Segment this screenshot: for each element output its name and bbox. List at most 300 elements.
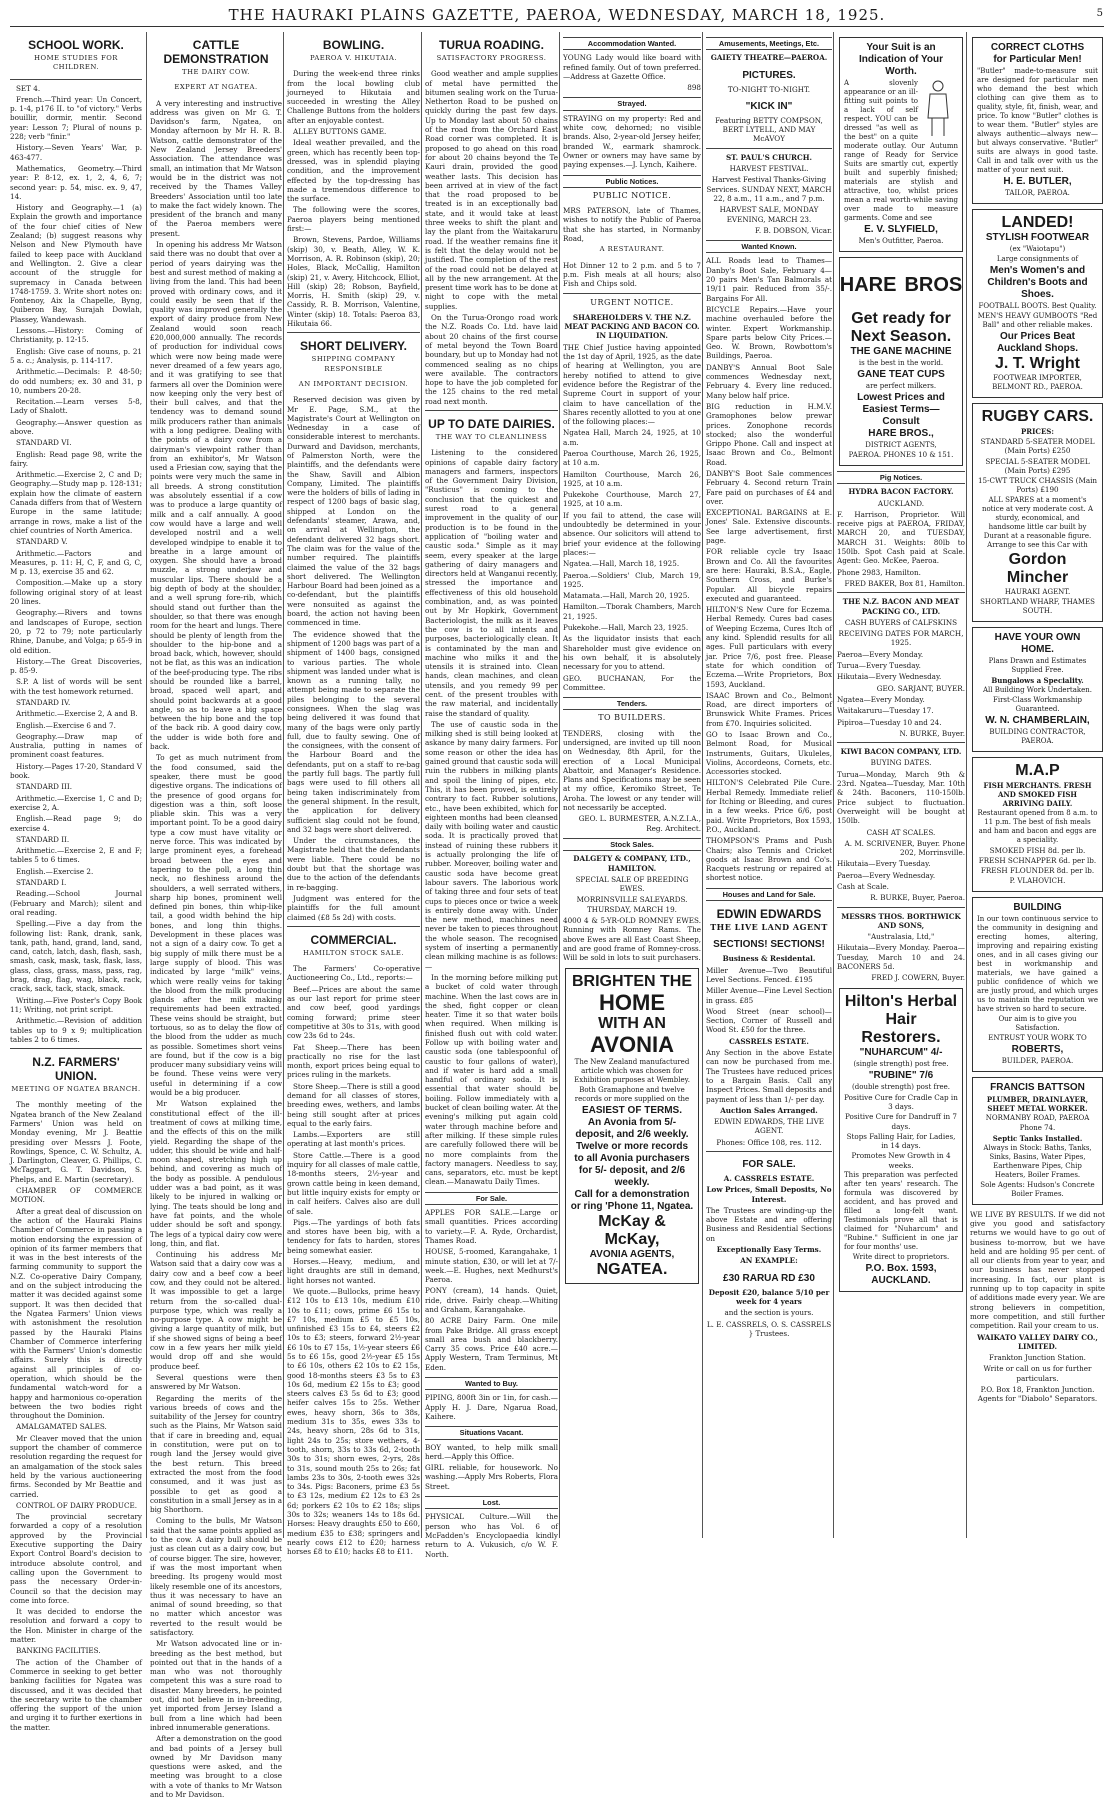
ad-headline: HARE: [839, 274, 897, 297]
ad-text: Write direct to proprietors.: [852, 1253, 950, 1262]
column-classifieds-2: [702, 32, 832, 1538]
ad-text: "Butler" made-to-measure suit are designed for particular men who demand the best which clothing can give them as to quality, style, fit, finish, wear, and price. To know "Butler" clothes is to wear them. "Butler" styles are always authentic—always new—but always conservative. "Butler" suits are always in good taste. Call in and talk over with us the matter of your next suit.: [977, 67, 1098, 174]
battson-advert: [972, 1077, 1103, 1205]
paragraph: STANDARD VI.: [16, 438, 72, 448]
paragraph: Arithmetic.—Exercise 2, A and B.: [16, 709, 138, 719]
notice-heading: MESSRS THOS. BORTHWICK AND SONS,: [841, 911, 961, 930]
column-adverts-1: [833, 32, 965, 1538]
paragraph: STANDARD III.: [16, 782, 73, 792]
classified-heading: Amusements, Meetings, Etc.: [706, 37, 832, 50]
paragraph: Arithmetic.—Revision of addition tables up to 9 x 9; multiplication tables 2 to 6 times.: [10, 1016, 142, 1044]
schedule-item: Paeroa—Every Monday.: [837, 649, 924, 659]
article-body: [287, 395, 420, 922]
paragraph: Writing.—Five Poster's Copy Book 11; Writing, not print script.: [10, 995, 142, 1014]
paragraph: Continuing his address Mr Watson said that a dairy cow was a dairy cow and a beef cow a beef cow, and they could not be altered. It was impossible to get a large return from the so-called dual-purpose type, which was really a no-purpose type. A cow might be giving a large quantity of milk, but if she showed signs of being a beef cow in a few years her milk yield would drop off and she would produce beef.: [150, 1250, 282, 1371]
price-item: STANDARD 5-SEATER MODEL (Main Ports) £250: [980, 437, 1095, 456]
ad-firm: E. V. SLYFIELD,: [864, 224, 938, 235]
paragraph: History.—The Great Discoveries, p. 85-9.: [10, 656, 142, 676]
paragraph: Store Cattle.—There is a good inquiry for all classes of male cattle, 18-months steers, 2½-year and grown cattle being in keen demand, but little inquiry exists for empty or in calf heifers. Calves also are dull of sale.: [287, 1150, 420, 1216]
ad-text: "RUBINE" 7/6: [868, 1069, 934, 1081]
notice-subtitle: RECEIVING DATES FOR MARCH, 1925.: [838, 629, 964, 648]
ad-text: (single strength) post free.: [853, 1059, 949, 1068]
classified-ad: BICYCLE Repairs.—Have your machine overhauled before the winter. Expert Workmanship. Spare parts below City Prices.—Geo. W. Brown, Rowbottom's Buildings, Paeroa.: [706, 304, 832, 361]
schedule-item: Hikutaia—Every Tuesday.: [837, 859, 931, 869]
paragraph: Hamilton Courthouse, March 26, 1925, at 10 a.m.: [563, 469, 701, 488]
ad-text: FISH MERCHANTS. FRESH AND SMOKED FISH ARRIVING DAILY.: [983, 780, 1092, 808]
ad-headline: for Particular Men!: [993, 54, 1082, 65]
waikato-text: WE LIVE BY RESULTS. If we did not give you good and satisfactory returns we would have to go out of business to-morrow, but we have held and are holding 95 per cent. of all our clients from year to year, and our business has never stopped increasing. In fact, our plant is running up to top capacity in spite of additions made every year. We are strong believers in competition, more competition, and still further competition. Rail your cream to us.: [970, 1209, 1105, 1331]
paragraph: Geography.—Answer question as above.: [10, 417, 142, 436]
paragraph: Paeroa.—Soldiers' Club, March 19, 1925.: [563, 570, 701, 589]
classified-ad: HILTON'S New Cure for Eczema. Herbal Remedy. Cures bad cases of Weeping Eczema, Cures Itch of any kind. Splendid results for all ages. Full particulars with every jar. Price 7/6, post free. Please state for which condition of Eczema.—Write Proprietors, Box 1593, Auckland.: [706, 605, 832, 689]
ad-subheadline: THE LIVE LAND AGENT: [710, 922, 828, 933]
price-item: 15-CWT TRUCK CHASSIS (Main Ports) £190: [977, 476, 1098, 495]
paragraph: Regarding the merits of the various breeds of cows and the suitability of the Jersey for country such as the Plains, Mr Watson said that if care in breeding and, equal in constitution, were put on to rough land the Jersey would give the best return. This breed extracted the most from the food consumed, and it was just as possible to get as good a constitution in a small Jersey as in a big Shorthorn.: [150, 1393, 282, 1515]
classified-ad: EXCEPTIONAL BARGAINS at E. Jones' Sale. Extensive discounts. See large advertisement, first page.: [706, 508, 832, 546]
article-body: [10, 84, 142, 1045]
classified-ad: THOMPSON'S Prams and Push Chairs; also Tennis and Cricket goods at Isaac Brown and Co's. Racquets restrung or repaired at shortest notice.: [706, 836, 832, 883]
schedule-list: [837, 695, 965, 727]
article-body: [10, 1100, 142, 1732]
gentleman-figure-icon: [918, 78, 958, 138]
paragraph: Arithmetic.—Factors and Measures, p. 11: H, C, F, and G, C, M p. 13, exercise 35 and 62.: [10, 548, 142, 577]
paragraph: History and Geography.—1 (a) Explain the growth and importance of the four chief cities of New Zealand; (b) suggest reasons why Nelson and New Plymouth have failed to keep pace with Auckland and Wellington. 2. Give a clear account of the struggle for supremacy in Canada between 1748-1759. 3. Write short notes on: Fontenoy, Aix la Chapelle, Byng, Quiberon Bay, Surajah Dowlah, Plassey, Wandewash.: [10, 203, 142, 324]
paragraph: CHAMBER OF COMMERCE MOTION.: [10, 1186, 142, 1205]
ad-headline: BRIGHTEN THE: [572, 972, 692, 990]
paragraph: Spelling.—Five a day from the following list: Rank, drank, sank, tank, path, hand, grand, land, sand, cand, catch, latch, dash, flash, sash, smash, cask, mask, task, flask, lass, glass, class, grass, mass, pass, rag, brag, drag, flag, wag, black, rack, crack, sack, tack, stack, smack.: [10, 919, 142, 994]
ad-text: Our Prices Beat Auckland Shops.: [996, 331, 1079, 354]
ad-firm: ROBERTS,: [1011, 1043, 1064, 1055]
column-school-work: [10, 32, 143, 1732]
notice-body: Phone 2983, Hamilton.: [837, 567, 921, 577]
paragraph: AMALGAMATED SALES.: [16, 1422, 107, 1432]
classified-heading: Stock Sales.: [563, 838, 701, 851]
classified-ad: PHYSICAL Culture.—Will the person who has Vol. 6 of McFadden's Encyclopaedia kindly return to A. Vukusich, c/o W. F. North.: [425, 1512, 558, 1559]
article-subtitle: THE DAIRY COW.: [182, 68, 250, 76]
paragraph: The action of the Chamber of Commerce in seeking to get better banking facilities for Ngatea was discussed, and it was decided that the secretary write to the chamber offering the support of the union and urging it to further exertions in the matter.: [10, 1657, 142, 1732]
column-cattle-demonstration: [146, 32, 282, 1799]
article-subtitle: HOME STUDIES FOR CHILDREN.: [34, 54, 118, 72]
notice-subtitle: HARVEST FESTIVAL.: [729, 164, 809, 174]
notice-body: Hikutaia—Every Monday. Paeroa—Tuesday, March 10 and 24. BACONERS 5d.: [837, 943, 965, 972]
ad-headline: HOME: [599, 989, 665, 1015]
paragraph: Geography.—Rivers and towns and landscapes of Europe, section 20, p 72 to 79; note particularly Rhine, Danube, and Volga; p 65-9 in old edition.: [10, 608, 142, 655]
ad-signature: P. VLAHOVICH.: [1009, 876, 1066, 885]
ad-text: Call for a demonstration or ring 'Phone 11, Ngatea.: [570, 1188, 694, 1212]
ad-text: Any Section in the above Estate can now be purchased from me. The Trustees have reduced prices to a Bargain Basis. Call any Inspect Prices. Small deposits and payment of less than 1/- per day.: [706, 1048, 832, 1104]
ad-number: 898: [687, 83, 701, 93]
divider: [287, 926, 420, 927]
ad-text: All Building Work Undertaken.: [982, 685, 1093, 694]
butler-advert: [972, 37, 1103, 204]
ad-text: are perfect milkers.: [865, 382, 937, 390]
map-fish-advert: [972, 757, 1103, 892]
ad-headline: WITH AN: [598, 1014, 666, 1032]
ad-phone: PAEROA. PHONES 10 & 151.: [848, 451, 954, 459]
paragraph: Mathematics, Geometry.—Third year: P. 8-12, ex. 1, 2, 4, 6, 7; second year: p. 54, misc. ex. 9, 47, 14.: [10, 163, 142, 201]
price-item: SMOKED FISH 8d. per lb.: [989, 845, 1086, 855]
notice-heading: THE N.Z. BACON AND MEAT PACKING CO., LTD.: [842, 597, 960, 616]
ad-text: MEN'S HEAVY GUMBOOTS "Red Ball" and other reliable makes.: [977, 312, 1098, 329]
column-classifieds-1: [559, 32, 701, 1538]
ad-text: An Avonia from 5/- deposit, and 2/6 weekly.: [575, 1116, 689, 1140]
ad-text: (ex "Waiotapu"): [1009, 245, 1066, 253]
notice-title: TO BUILDERS.: [598, 713, 666, 723]
paragraph: Arithmetic.—Exercise 2, E and F; tables 5 to 6 times.: [10, 846, 142, 865]
ad-text: Sole Agents: Hudson's Concrete Boiler Frames.: [980, 1180, 1095, 1198]
column-bowling: [283, 32, 420, 1557]
claims-list: [844, 1093, 958, 1170]
paragraph: The following were the scores, Paeroa players being mentioned first:—: [287, 205, 420, 234]
claim-item: Stops Falling Hair, for Ladies, in 14 days.: [846, 1131, 956, 1151]
classified-ad: FOR reliable cycle try Isaac Brown and Co. All the favourites are here: Hauraki, B.S.A., Eagle, Southern Cross, and Burke's Popular. All bicycle repairs executed and guaranteed.: [706, 547, 832, 603]
ad-headline: STYLISH FOOTWEAR: [985, 232, 1090, 243]
ad-firm: WAIKATO VALLEY DAIRY CO., LIMITED.: [977, 1332, 1098, 1351]
paragraph: S.P. A list of words will be sent with the test homework returned.: [10, 677, 142, 696]
listing-list: [706, 966, 832, 1035]
notice-subtitle: BUYING DATES.: [870, 758, 932, 768]
ad-text: "NUHARCUM" 4/-: [859, 1046, 943, 1058]
ad-text: Both Gramaphone and twelve records or more supplied on the: [574, 1085, 690, 1103]
notice-body: MRS PATERSON, late of Thames, wishes to notify the Public of Paeroa that she has started, in Normanby Road,: [563, 206, 701, 244]
ad-text: A slovenly appearance or an ill-fitting suit points to a lack of self respect. YOU can be dressed "as well as the best" on a quite moderate outlay. Our Autumn range of Ready for Service Suits are smartly cut, expertly built and superbly finished; materials are stylish and attractive, too, whilst prices mean a real worth-while saving over made to measure garments. Come and see: [844, 79, 958, 222]
paragraph: Reading.—School Journal (February and March); silent and oral reading.: [10, 889, 142, 917]
paragraph: The use of caustic soda in the milking shed is still being looked at askance by many dairy farmers. For some reason or other the idea has gained ground that caustic soda will ruin the rubbers in milking plants and spoil the lining of pipes, etc. This, it has been proved, is entirely contrary to fact. Rubber solutions, etc., have been exhibited, which for eighteen months had been cleansed daily with boiling water and caustic soda. It is practically proved that instead of ruining these rubbers it is actually prolonging the life of rubber. Moreover, boiling water and caustic soda have become great labour savers. The laborious work of taking three and four sets of teat cups to pieces once or twice a week is entirely done away with. Under the new method, machines need never be taken to pieces throughout the whole season. The recognised system of inserting a permanently clean milking machine is as follows:—: [425, 719, 558, 971]
ad-text: FOOTBALL BOOTS. Best Quality.: [978, 302, 1097, 310]
ad-text: Deposit £20, balance 5/10 per week for 4 years: [708, 1287, 830, 1306]
notice-title: PICTURES.: [742, 69, 796, 81]
paragraph: Arithmetic.—Decimals: P. 48-50; do odd numbers; ex. 30 and 31, p 10, numbers 20-28.: [10, 367, 142, 395]
notice-heading: GAIETY THEATRE—PAEROA.: [710, 53, 828, 63]
paragraph: Arithmetic.—Exercise 1, C and D; exercise 2, A.: [10, 793, 142, 812]
article-title-turua: TURUA ROADING.: [439, 38, 544, 52]
paragraph: English: Give case of nouns, p. 21 5 a. c.; Analysis, p. 114-117.: [10, 346, 142, 365]
paragraph: To get as much nutriment from the food consumed, said the speaker, there must be good digestive organs. The indications of the presence of good organs for digestion was a thin, soft loose pliable skin. This was a very important point. To be a good dairy type a cow must have vitality or nerve force. This was indicated by large prominent eyes, a forehead broad between the eyes and tapering to the poll, a long thin neck, no fleshiness around the shoulders, a well serrated withers, sharp hip bones, prominent well defined pin bones, thin whip-like tail, a good width behind the hip bones, and long thin thighs. Development in these places was not a sign of a dairy cow. To get a big supply of milk there must be a large supply of blood. This was indicated by large "milk" veins, which were really veins for taking the blood from the milk producing glands after the milk making requirements had been extracted. These veins should be straight, but tortuous, so as to delay the flow of the blood from the udder as much as possible. Sometimes short veins are found, but if the cow is a big producer many subsidiary veins will be found. These veins were very useful in determining if a cow would be a big producer.: [150, 753, 282, 1098]
article-subtitle: MEETING OF NGATEA BRANCH.: [11, 1085, 141, 1094]
ad-text: P.O. Box 18, Frankton Junction. Agents for "Diabolo" Separators.: [977, 1385, 1098, 1404]
paragraph: After a great deal of discussion on the action of the Hauraki Plains Chamber of Commerce in passing a motion endorsing the expression of opinion of its farmer members that it was in the best interests of the farming community to support the N.Z. Co-operative Dairy Company, and on the subject introducing the matter it was decided against some support. It was then decided that the Ngatea Farmers' Union views with astonishment the resolution passed by the Hauraki Plains Chamber of Commerce interfering with the Farmers' Union's domestic affairs. Surely this is directly against all principles of co-operation, which should be the fundamental watch-word for a happy and harmonious co-operation between the two bodies right throughout the Dominion.: [10, 1206, 142, 1421]
notice-body: HARVEST SALE, MONDAY EVENING, MARCH 23.: [719, 205, 819, 224]
classified-ad: PONY (cream), 14 hands. Quiet, ride, drive. Fairly cheap.—Whiting and Graham, Karangahake.: [425, 1286, 558, 1314]
ad-text: PRICES:: [1021, 427, 1054, 436]
ad-headline: AVONIA: [590, 1031, 674, 1057]
notice-signature: FRED J. COWERN, Buyer.: [871, 973, 965, 983]
ad-text: SHORTLAND WHARF, THAMES SOUTH.: [980, 597, 1095, 615]
paragraph: Pukekohe Courthouse, March 27, 1925, at 10 a.m.: [563, 490, 701, 509]
avonia-advert: [565, 968, 699, 1284]
ad-text: Write or call on us for further particulars.: [983, 1364, 1092, 1383]
ad-text: is the best in the world.: [858, 359, 944, 367]
divider: [563, 293, 701, 294]
schedule-item: Cash at Scale.: [837, 881, 889, 891]
hilton-advert: [839, 988, 963, 1292]
article-subtitle: PAEROA V. HIKUTAIA.: [309, 54, 398, 62]
paragraph: The evidence showed that the shipment of 1200 bags was part of a shipment of 1400 bags, consigned to various parties. The whole shipment was landed under what is known as a running tally, no attempt being made to separate the piles belonging to the several consignees. When the slag was being delivered it was found that many of the bags were only partly full, due to faulty sewing. One of the consignees, with the consent of the Harbour Board and the defendants, put on a staff to re-bag the partly full bags. The partly full bags were used to fill others all being taken indiscriminately from the general shipment. In the result, the application for delivery sufficient slag could not be found, and 32 bags were short delivered.: [287, 629, 420, 834]
ad-text: A. CASSRELS ESTATE.: [723, 1173, 815, 1183]
classified-ad: HOUSE, 5-roomed, Karangahake, 1 minute station, £30, or will let at 7/- week.—E. Hughes, next Medhurst's Paeroa.: [425, 1247, 558, 1285]
ad-phone: Phones: Office 108, res. 112.: [716, 1137, 822, 1147]
notice-subtitle: CASH AT SCALES.: [866, 827, 936, 837]
claim-item: Positive Cure for Dandruff in 7 days.: [845, 1112, 957, 1131]
ad-text: Auction Sales Arranged.: [720, 1105, 818, 1115]
article-title-commercial: COMMERCIAL.: [310, 932, 397, 947]
divider: [837, 907, 965, 908]
ad-text: TAILOR, PAEROA.: [1005, 189, 1070, 197]
notice-heading: ST. PAUL'S CHURCH.: [725, 152, 813, 162]
ad-text: Men's Women's and Children's Boots and Shoes.: [987, 265, 1088, 300]
notice-subtitle: SPECIAL SALE OF BREEDING EWES.: [575, 874, 689, 894]
paragraph: The monthly meeting of the Ngatea branch of the New Zealand Farmers' Union was held on Monday evening, Mr J. Beattie presiding over Messrs J. Foote, Rowlings, Spence, C. W. Schultz, A. J. Darlington, Cleaver, G. Phillips, C. McTaggart, G. T. Davidson, S. Phelps, and E. Martin (secretary).: [10, 1100, 142, 1184]
paragraph: After a demonstration on the good and bad points of a Jersey bull owned by Mr Davidson many questions were asked, and the meeting was brought to a close with a vote of thanks to Mr Watson and to Mr Davidson.: [150, 1734, 282, 1799]
paragraph: Coming to the bulls, Mr Watson said that the same points applied as to the cow. A dairy bull should be just as clean cut as a dairy cow, but of course bigger. The sire, however, if was the most important when breeding. Its progeny would most likely resemble one of its ancestors, thus it was necessary to have an animal of sound breeding, so that no matter which ancestor was reverted to the result would be satisfactory.: [150, 1516, 282, 1637]
ad-text: Men's Outfitter, Paeroa.: [858, 237, 944, 245]
classified-list: [425, 1208, 558, 1372]
classified-list: [425, 1393, 558, 1421]
ad-firm: FRANCIS BATTSON: [990, 1081, 1085, 1093]
paragraph: The provincial secretary forwarded a copy of a resolution approved by the Provincial Executive supporting the Dairy Export Control Board's decision to introduce absolute control, and calling upon the Government to pass the necessary Order-in-Council so that the decision may come into force.: [10, 1512, 142, 1605]
classified-heading: Tenders.: [563, 697, 701, 710]
notice-heading: HYDRA BACON FACTORY.: [848, 487, 954, 497]
notice-body: Harvest Festival Thanks-Giving Services. SUNDAY NEXT, MARCH 22, 8 a.m., 11 a.m., and 7 p.m.: [706, 175, 832, 203]
paragraph: Ideal weather prevailed, and the green, which has recently been top-dressed, was in splendid playing condition, and the improvement effected by the top-dressing has made a tremendous difference to the surface.: [287, 138, 420, 204]
article-subtitle: EXPERT AT NGATEA.: [174, 83, 258, 92]
ad-text: and the section is yours.: [724, 1308, 814, 1318]
notice-title: PUBLIC NOTICE.: [592, 190, 672, 200]
price-list: [977, 846, 1098, 876]
ad-headline: BROS: [904, 274, 963, 297]
paragraph: English.—Read page 9; do exercise 4.: [10, 814, 142, 833]
ad-headline: HAVE YOUR OWN HOME.: [994, 631, 1081, 655]
notice-subtitle: "Australasia, Ltd,": [867, 932, 935, 942]
paragraph: ALLEY BUTTONS GAME.: [293, 127, 387, 137]
classified-heading: Houses and Land for Sale.: [706, 888, 832, 901]
article-subtitle: HAMILTON STOCK SALE.: [302, 948, 405, 957]
article-body: [150, 99, 282, 1799]
paragraph: Pukekohe.—Hall, March 23, 1925.: [563, 623, 689, 633]
article-title-cattle: CATTLE DEMONSTRATION: [163, 38, 269, 66]
ad-text: ALL SPARES at a moment's notice at very moderate cost. A sturdy, economical, and handsome little car built by Durant at a reasonable figure. Arrange to see this Car with: [981, 495, 1094, 549]
article-body: [287, 964, 420, 1556]
price-item: FRESH FLOUNDER 8d. per lb.: [980, 866, 1095, 876]
paragraph: Matamata.—Hall, March 20, 1925.: [563, 591, 690, 601]
ad-headline: CORRECT CLOTHS: [990, 42, 1085, 53]
column-adverts-2: [966, 32, 1105, 1538]
schedule-item: Waitakaruru—Tuesday 17.: [837, 706, 934, 716]
ad-text: The New Zealand manufactured article which was chosen for Exhibition purposes at Wembley.: [574, 1057, 690, 1084]
paragraph: Recitation.—Learn verses 5-8, Lady of Shalott.: [10, 397, 142, 416]
rugby-cars-advert: [972, 403, 1103, 622]
paragraph: Brown, Stevens, Pardoe, Williams (skip) 30, v. Beath, Alley, W. K. Morrison, A. R. Robinson (skip), 20; Holes, Black, McCallig, Hamilton (skip) 21, v. Avery, Hitchcock, Elliot, Hill (skip) 28; Robson, Bayfield, Morris, H. Smith (skip) 29, v. Cassidy, R. B. Morrison, Valentine, Winter (skip) 18. Totals: Paeroa 83, Hikutaia 66.: [287, 235, 420, 329]
ad-headline: Hilton's Herbal Hair Restorers.: [844, 992, 958, 1046]
ad-firm: McKay & McKay,: [598, 1212, 666, 1248]
ad-text: Our aim is to give you Satisfaction.: [998, 1014, 1077, 1032]
notice-heading: SHAREHOLDERS V. THE N.Z. MEAT PACKING AND BACON CO. IN LIQUIDATION.: [564, 312, 700, 341]
wright-advert: [972, 209, 1103, 398]
paragraph: Several questions were then answered by Mr Watson.: [150, 1372, 282, 1392]
classified-list: [425, 1512, 558, 1558]
article-body: [287, 69, 420, 328]
paragraph: During the week-end three rinks from the local bowling club journeyed to Hikutaia and succeeded in wresting the Alley Challenge Buttons from the holders after an enjoyable contest.: [287, 69, 420, 125]
paragraph: We quote.—Bullocks, prime heavy £12 10s to £13 10s, medium £10 10s to £11; cows, prime £6 15s to £7 10s, medium £5 to £5 10s, unfinished £3 15s to £4, steers £2 10s to £3; steers, forward 2½-year £6 10s to £7 15s, 1½-year steers £6 5s to £6 15s, good 2½-year £5 15s to £6 10s, others £2 10s to £2 15s, good 18-months steers £3 5s to £3 10s 6d, medium £2 15s to £3; good steers calves £3 5s 6d to £3; good heifer calves 15s to 25s. Wether ewes, heavy shorn, 36s to 38s, medium 31s to 35s, ewes 33s to 24s, heavy shorn, 28s 6d to 31s, light 24s to 25s; store wethers, 4-tooth, shorn, 33s to 33s 6d, 2-tooth 30s to 31s; shorn ewes, 2-yrs, 28s to 31s, sound mouth 25s to 26s; fat lambs 23s to 30s, 2-tooth ewes 32s to 34s. Pigs: Baconers, prime £3 5s to £3 12s, medium £2 12s to £3 2s 6d; porkers £2 10s to £2 18s; slips 30s to 32s; weaners 14s to 18s 6d. Horses: Heavy draughts £50 to £60, medium £35 to £38; springers and nearly cows £12 to £20; harness horses £8 to £10; hacks £8 to £11.: [287, 1286, 420, 1557]
article-title-school-work: SCHOOL WORK.: [28, 38, 124, 52]
article-body: [425, 69, 558, 406]
schedule-item: Paeroa—Every Wednesday.: [837, 870, 936, 880]
paragraph: English.—Exercise 6 and 7.: [16, 720, 116, 730]
claim-item: Promotes New Growth in 4 weeks.: [851, 1151, 951, 1170]
ad-text: This preparation was perfected after ten years' research. The formula was discovered by accident, and has proved and filled a long-felt want. Testimonials prove all that is claimed for "Nuharcum" and "Rubine." Sufficient in one jar for four months' use.: [844, 1171, 958, 1252]
ad-text: NORMANBY ROAD, PAEROA: [985, 1113, 1090, 1122]
classified-ad: 80 ACRE Dairy Farm. One mile from Pake Bridge. All grass except small area bush and blackberry. Carry 35 cows. Price £40 acre.—Apply Western, Tram Terminus, Mt Eden.: [425, 1316, 558, 1372]
ad-text: Septic Tanks Installed.: [992, 1133, 1083, 1143]
classified-ad: ALL Roads lead to Thames—Danby's Boot Sale, February 4—20 pairs Men's Tan Balmorals at 19/11 pair. Reduced from 35/-. Bargains For All.: [706, 256, 832, 303]
schedule-list: [837, 859, 965, 891]
classified-ad: HILTON'S Celebrated Pile Cure. Herbal Remedy. Immediate relief for Itching or Bleeding, and cures in a few weeks. Price 6/6, post paid. Write Proprietors, Box 1593, P.O., Auckland.: [706, 778, 832, 834]
ad-text: BUILDER, PAEROA.: [1001, 1056, 1074, 1065]
article-subtitle: SHIPPING COMPANY RESPONSIBLE: [311, 355, 396, 373]
ad-firm: Gordon Mincher: [1006, 550, 1069, 586]
ad-headline: Your Suit is an Indication of Your Worth.: [858, 42, 944, 77]
notice-heading: DALGETY & COMPANY, LTD., HAMILTON.: [573, 854, 691, 873]
paragraph: Hamilton.—Tborak Chambers, March 21, 1925.: [563, 602, 701, 621]
ad-text: Frankton Junction Station.: [989, 1353, 1086, 1363]
paragraph: STANDARD V.: [16, 537, 68, 547]
page-number: 5: [1096, 8, 1104, 19]
divider: [10, 79, 142, 80]
classified-heading: Wanted Known.: [706, 240, 832, 253]
article-title-farmers-union: N.Z. FARMERS' UNION.: [32, 1055, 120, 1084]
notice-signature: A. M. SCRIVENER, Buyer. Phone 202, Morrinsville.: [844, 838, 965, 858]
ad-text: Large consignments of: [996, 255, 1079, 263]
article-title-short-delivery: SHORT DELIVERY.: [300, 339, 407, 354]
ad-headline: LANDED!: [1001, 214, 1074, 231]
paragraph: STANDARD II.: [16, 834, 70, 844]
ad-text: AVONIA AGENTS,: [589, 1248, 675, 1260]
notice-body: 4000 4 & 5-YR-OLD ROMNEY EWES. Running with Romney Rams. The above Ewes are all East Coast Sheep, and are good frame of Romney-cross. Will be sold in lots to suit purchasers.: [563, 916, 701, 963]
classified-heading-wanted: Wanted to Buy.: [425, 1377, 558, 1390]
notice-signature: N. BURKE, Buyer.: [899, 728, 965, 738]
notice-body: F. Harrison, Proprietor. Will receive pigs at PAEROA, FRIDAY, MARCH 20, and TUESDAY, MARCH 31. Weights: 80lb to 150lb. Spot Cash paid at Scale. Agent: Geo. McKee, Paeroa.: [837, 509, 965, 566]
notice-signature: GEO. SARJANT, BUYER.: [876, 683, 965, 693]
notice-subtitle: MORRINSVILLE SALEYARDS. THURSDAY, MARCH 19.: [576, 895, 688, 914]
paragraph: French.—Third year: Un Concert, p. 1-4, p176 II. to "of victory." Verbs bouillir, dormir, mentir. Second year: Lesson 7; Plural of nouns p. 228; verb "finir.": [10, 94, 142, 142]
notice-title: URGENT NOTICE.: [590, 297, 674, 307]
divider: [10, 1048, 142, 1049]
paragraph: Store Sheep.—There is still a good demand for all classes of stores, breeding ewes, wethers, and lambs being still sought after at prices equal to the early fairs.: [287, 1081, 420, 1128]
divider: [706, 1151, 832, 1152]
notice-signature: F. B. DOBSON, Vicar.: [754, 225, 832, 235]
hare-bros-advert: [839, 257, 963, 466]
paragraph: Geography.—Draw map of Australia, putting in names of prominent coast features.: [10, 731, 142, 760]
paragraph: Ngatea.—Hall, March 18, 1925.: [563, 559, 680, 569]
paragraph: Listening to the considered opinions of capable dairy factory managers and farmers, inspectors of the Government Dairy Division, "Rusticus" is coming to the conclusion that the quickest and surest road to a general improvement in the quality of our production is to be found in the application of "boiling water and caustic soda." Simple as it may seem, every speaker at the large gathering of dairy managers and directors held at Wanganui recently, stressed the importance and effectiveness of this old household combination, and, as was pointed out by Mr Hopkirk, Government Bacteriologist, the milk as it leaves the cow is to all intents and purposes, bacteriologically clean. It is contaminated by the man and machine who milks it and the utensils it is strained into. Clean hands, clean machines, and clean utensils, and you remedy 99 per cent. of the present troubles with the raw material, and incidentally raise the standard of quality.: [425, 448, 558, 718]
notice-body: Hot Dinner 12 to 2 p.m. and 5 to 7 p.m. Fish meals at all hours; also Fish and Chips sold.: [563, 260, 701, 289]
paragraph: THE Chief Justice having appointed the 1st day of April, 1925, as the date of hearing at Wellington, you are hereby notified to attend to give evidence before the Registrar of the Supreme Court in support of your claim to have cancellation of the Shares recently allotted to you at one of the following places:—: [563, 342, 701, 427]
notice-signature: GEO. L. BURMESTER, A.N.Z.I.A., Reg. Architect.: [578, 814, 701, 833]
paragraph: BANKING FACILITIES.: [16, 1646, 101, 1656]
paragraph: Paeroa Courthouse, March 26, 1925, at 10 a.m.: [563, 448, 701, 468]
paragraph: English: Read page 98, write the fairy.: [10, 449, 142, 468]
paragraph: English.—Exercise 2.: [16, 866, 94, 876]
ad-firm: H. E. BUTLER,: [1003, 176, 1072, 187]
column-turua-roading: [421, 32, 558, 1559]
paragraph: Lessons.—History: Coming of Christianity, p. 12-15.: [10, 326, 142, 345]
classified-list: [706, 256, 832, 882]
article-subtitle: SATISFACTORY PROGRESS.: [436, 54, 547, 62]
divider: [837, 742, 965, 743]
chamberlain-advert: [972, 627, 1103, 752]
roberts-advert: [972, 897, 1103, 1072]
paragraph: Lambs.—Exporters are still operating at last month's prices.: [287, 1130, 420, 1149]
paragraph: The Farmers' Co-operative Auctioneering Co., Ltd., reports:—: [287, 964, 420, 983]
ad-text: Low Prices, Small Deposits, No Interest.: [706, 1185, 832, 1204]
ad-text: Lowest Prices and Easiest Terms—Consult: [857, 392, 945, 427]
ad-text: THE GANE MACHINE: [850, 346, 952, 357]
ad-text: EASIEST OF TERMS.: [581, 1104, 682, 1116]
price-list: [977, 437, 1098, 495]
classified-ad: PIPING, 800ft 3in or 1in, for cash.—Apply H. J. Dare, Ngarua Road, Kaihere.: [425, 1393, 558, 1421]
listing-item: Miller Avenue—Fine Level Section in grass. £85: [706, 986, 832, 1005]
classified-ad: ISAAC Brown and Co., Belmont Road, are direct importers of Brunswick White Frames. Prices from £70. Inquiries solicited.: [706, 690, 832, 728]
listing-item: Wood Street (near school)—Section, Corner of Russell and Wood St. £50 for the three.: [706, 1006, 832, 1035]
classified-heading-for-sale: For Sale.: [425, 1192, 558, 1205]
classified-ad: BIG reduction in H.M.V. Gramophones below prewar prices. Zonophone records stocked; also the wonderful Grippo Phone. Call and inspect at Isaac Brown and Co., Belmont Road.: [706, 401, 832, 467]
ad-headline: £30 RARUA RD £30: [723, 1272, 815, 1284]
paragraph: GEO. BUCHANAN, For the Committee.: [563, 673, 701, 692]
paragraph: Fat Sheep.—There has been practically no rise for the last month, export prices being equal to prices ruling in the markets.: [287, 1042, 420, 1080]
ad-text: Bungalows a Speciality.: [991, 675, 1084, 685]
paragraph: Pigs.—The yardings of both fats and stores have been big, with a tendency for fats to harden, stores being somewhat easier.: [287, 1217, 420, 1255]
ad-text: ENTRUST YOUR WORK TO: [988, 1033, 1087, 1042]
paragraph: Mr Watson advocated line or in-breeding as the best method, but pointed out that in the hands of a man who was not thoroughly competent this was a sure road to disaster. Many breeders, he pointed out, did not believe in in-breeding, yet imported from Jersey Island a bull from a line which had been inbred innumerable generations.: [150, 1639, 282, 1732]
classified-list: [425, 1443, 558, 1491]
classified-heading: Pig Notices.: [837, 471, 965, 484]
masthead-title: THE HAURAKI PLAINS GAZETTE, PAEROA, WEDNESDAY, MARCH 18, 1925.: [228, 6, 886, 24]
paragraph: Horses.—Heavy, medium, and light draughts are still in demand, light horses not wanted.: [287, 1257, 420, 1285]
classified-ad: GIRL reliable, for housework. No washing.—Apply Mrs Roberts, Flora Street.: [425, 1463, 558, 1491]
ad-text: GANE TEAT CUPS: [857, 369, 945, 380]
classified-ad: DANBY'S Boot Sale commences February 4. Second return Train Fare paid on purchases of £4 and over.: [706, 468, 832, 506]
paragraph: Composition.—Make up a story following original story of at least 20 lines.: [10, 578, 142, 607]
ad-headline: Get ready for Next Season.: [850, 310, 952, 345]
classified-ad: GO to Isaac Brown and Co., Belmont Road, for Musical Instruments, Guitars, Ukuleles, Violins, Accordeons, Cornets, etc. Accessories stocked.: [706, 730, 832, 777]
ad-text: DISTRICT AGENTS,: [865, 441, 937, 449]
paragraph: STANDARD I.: [16, 878, 67, 888]
classified-ad: YOUNG Lady would like board with refined family. Out of town preferred.—Address at Gazette Office.: [563, 53, 701, 81]
divider: [287, 332, 420, 333]
article-subtitle: THE WAY TO CLEANLINESS: [435, 432, 548, 441]
ad-firm: W. N. CHAMBERLAIN,: [985, 714, 1090, 726]
ad-text: Restaurant opened from 8 a.m. to 11 p.m. The best of fish meals and ham and bacon and eggs are a speciality.: [977, 808, 1098, 844]
ad-headline: EDWIN EDWARDS: [716, 907, 822, 922]
ad-text: In our town continuous service to the community in designing and erecting homes, altering, improving and repairing existing ones, and in all cases giving our best in workmanship and materials, we have gained a public confidence of which we are justly proud, and which urges us to maintain the reputation we have striven so hard to secure.: [977, 914, 1098, 1013]
divider: [706, 148, 832, 149]
schedule-item: Hikutaia—Every Wednesday.: [837, 672, 942, 682]
ad-text: Business & Residental.: [722, 954, 816, 964]
classified-heading: Accommodation Wanted.: [563, 37, 701, 50]
notice-body: TENDERS, closing with the undersigned, are invited up till noon on Wednesday, 8th April, for the erection of a Local Municipal Abattoir, and Manager's Residence. Plans and Specifications may be seen at my office, Keromiko Street, Te Aroha. The lowest or any tender will not necessarily be accepted.: [563, 728, 701, 813]
schedule-item: Ngatea—Every Monday.: [837, 694, 925, 704]
paragraph: As the liquidator insists that each Shareholder must give evidence on his own behalf, it is absolutely necessary for you to attend.: [563, 634, 701, 672]
ad-text: PLUMBER, DRAINLAYER, SHEET METAL WORKER.: [986, 1094, 1089, 1113]
ad-text: Exceptionally Easy Terms.: [716, 1245, 822, 1255]
notice-signature: FRED BAKER, Box 81, Hamilton.: [844, 578, 965, 588]
classified-heading: Strayed.: [563, 97, 701, 110]
paragraph: Mr Watson explained the constitutional effect of the ill-treatment of cows at milking time, and the effects of this on the milk yield. Regarding the shape of the udder, this should be wide and half-moon shaped, stretching high up behind, and covering as much of the body as possible. A pendulous udder was a bad point, as it was likely to be injured in walking or lying. The teats should be long and have fat points, and the whole udder should be soft and spongy. The legs of a typical dairy cow were long, thin, and flat.: [150, 1099, 282, 1248]
notice-body: Featuring BETTY COMPSON, BERT LYTELL, AND MAY McAVOY: [715, 115, 823, 144]
notice-subtitle: TO-NIGHT TO-NIGHT.: [727, 84, 811, 94]
paragraph: CONTROL OF DAIRY PRODUCE.: [16, 1500, 138, 1510]
classified-ad: APPLES FOR SALE.—Large or small quantities. Prices according to variety.—F. A. Ryde, Orchardist, Thames Road.: [425, 1208, 558, 1245]
